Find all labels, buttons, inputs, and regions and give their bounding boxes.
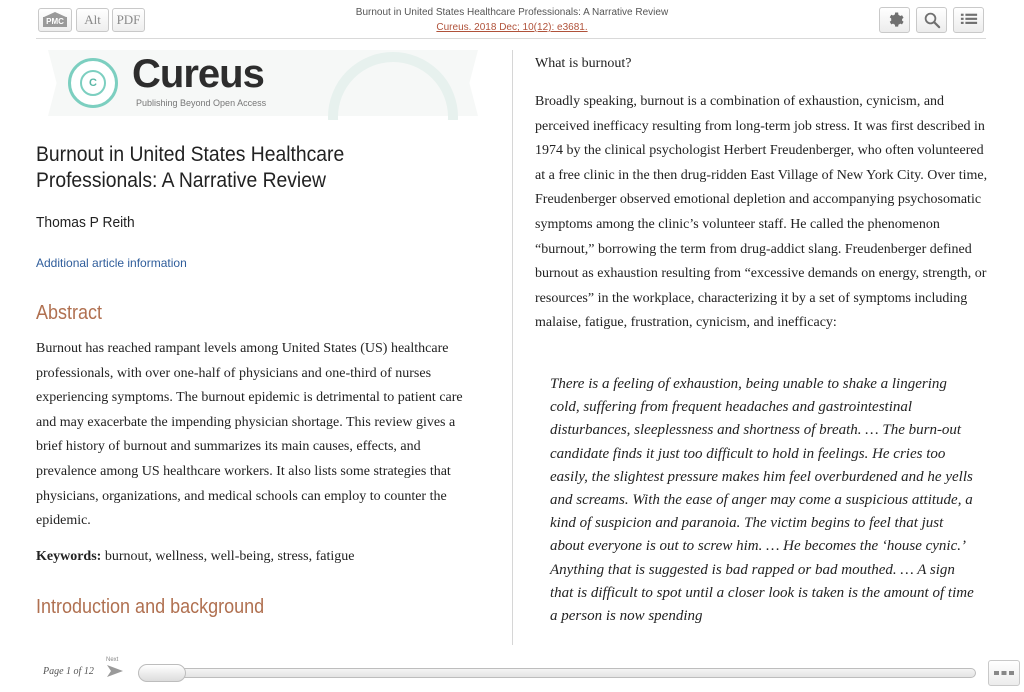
- block-quote: There is a feeling of exhaustion, being unable to shake a lingering cold, suffering from frequent headaches and gastrointestinal disturbances, sleeplessness and shortness of breath. … The burn-out candidate finds it just too difficult to hold in feelings. He cries too easily, the slightest pressure makes him feel overburdened and he yells and screams. With the ease of anger may come a suspicious attitude, a kind of suspicion and paranoia. The victim begins to feel that just about everyone is out to screw him. … He becomes the ‘house cynic.’ Anything that is suggested is bad rapped or bad mouthed. … A sign that is difficult to spot until a closer look is taken is the amount of time a person is now spending: [550, 376, 974, 625]
- pmc-button[interactable]: [38, 8, 72, 32]
- page-slider-thumb[interactable]: [138, 664, 186, 682]
- additional-info-link[interactable]: Additional article information: [36, 256, 187, 270]
- journal-tagline: Publishing Beyond Open Access: [136, 98, 267, 108]
- intro-heading: Introduction and background: [36, 596, 265, 618]
- author-name[interactable]: Thomas P Reith: [36, 214, 135, 231]
- journal-brand: Cureus: [132, 52, 264, 96]
- citation-link[interactable]: Cureus. 2018 Dec; 10(12): e3681.: [436, 22, 588, 33]
- more-options-button[interactable]: [988, 660, 1020, 686]
- toolbar-divider: [36, 38, 986, 39]
- keywords: [36, 549, 354, 565]
- page-slider-track[interactable]: [138, 668, 976, 678]
- page-indicator: Page 1 of 12: [43, 666, 94, 677]
- contents-button[interactable]: [953, 7, 984, 33]
- next-arrow-icon[interactable]: [106, 664, 124, 678]
- cureus-seal-icon: C: [68, 58, 118, 108]
- alt-button[interactable]: Alt: [76, 8, 109, 32]
- gear-icon: [886, 11, 904, 29]
- pmc-logo-icon: PMC: [43, 12, 67, 28]
- watermark-seal-icon: [318, 46, 468, 120]
- article-title: Burnout in United States Healthcare Professionals: A Narrative Review: [36, 143, 345, 192]
- keywords-list: burnout, wellness, well-being, stress, fatigue: [104, 549, 355, 564]
- column-divider: [512, 50, 513, 645]
- document-title: Burnout in United States Healthcare Professionals: A Narrative Review: [355, 7, 669, 18]
- search-icon: [923, 11, 941, 29]
- pdf-button[interactable]: PDF: [112, 8, 145, 32]
- settings-button[interactable]: [879, 7, 910, 33]
- next-label: Next: [106, 657, 119, 663]
- section-heading: What is burnout?: [535, 56, 632, 71]
- top-toolbar: [0, 0, 1024, 40]
- abstract-text: Burnout has reached rampant levels among United States (US) healthcare professionals, with over one-half of physicians and one-third of nurses experiencing symptoms. The burnout epidemic is detrimental to patient care and may exacerbate the impending physician shortage. This review gives a brief history of burnout and summarizes its main causes, effects, and prevalence among US healthcare workers. It also lists some strategies that physicians, organizations, and medical schools can employ to counter the epidemic.: [36, 341, 463, 529]
- keywords-label: Keywords:: [36, 549, 102, 564]
- search-button[interactable]: [916, 7, 947, 33]
- abstract-heading: Abstract: [36, 302, 103, 324]
- list-icon: [960, 12, 978, 28]
- body-paragraph: Broadly speaking, burnout is a combination of exhaustion, cynicism, and perceived inefficacy resulting from long-term job stress. It was first described in 1974 by the clinical psychologist Herbert Freudenberger, who often volunteered at a free clinic in the then drug-ridden East Village of New York City. Over time, Freudenberger observed emotional depletion and accompanying psychosomatic symptoms among the clinic’s volunteer staff. He called the phenomenon “burnout,” borrowing the term from drug-addict slang. Freudenberger defined burnout as exhaustion resulting from “excessive demands on energy, strength, or resources” in the workplace, characterizing it by a set of symptoms including malaise, fatigue, frustration, cynicism, and inefficacy:: [535, 94, 988, 331]
- journal-banner: [48, 50, 478, 116]
- more-dots-icon: [993, 669, 1015, 677]
